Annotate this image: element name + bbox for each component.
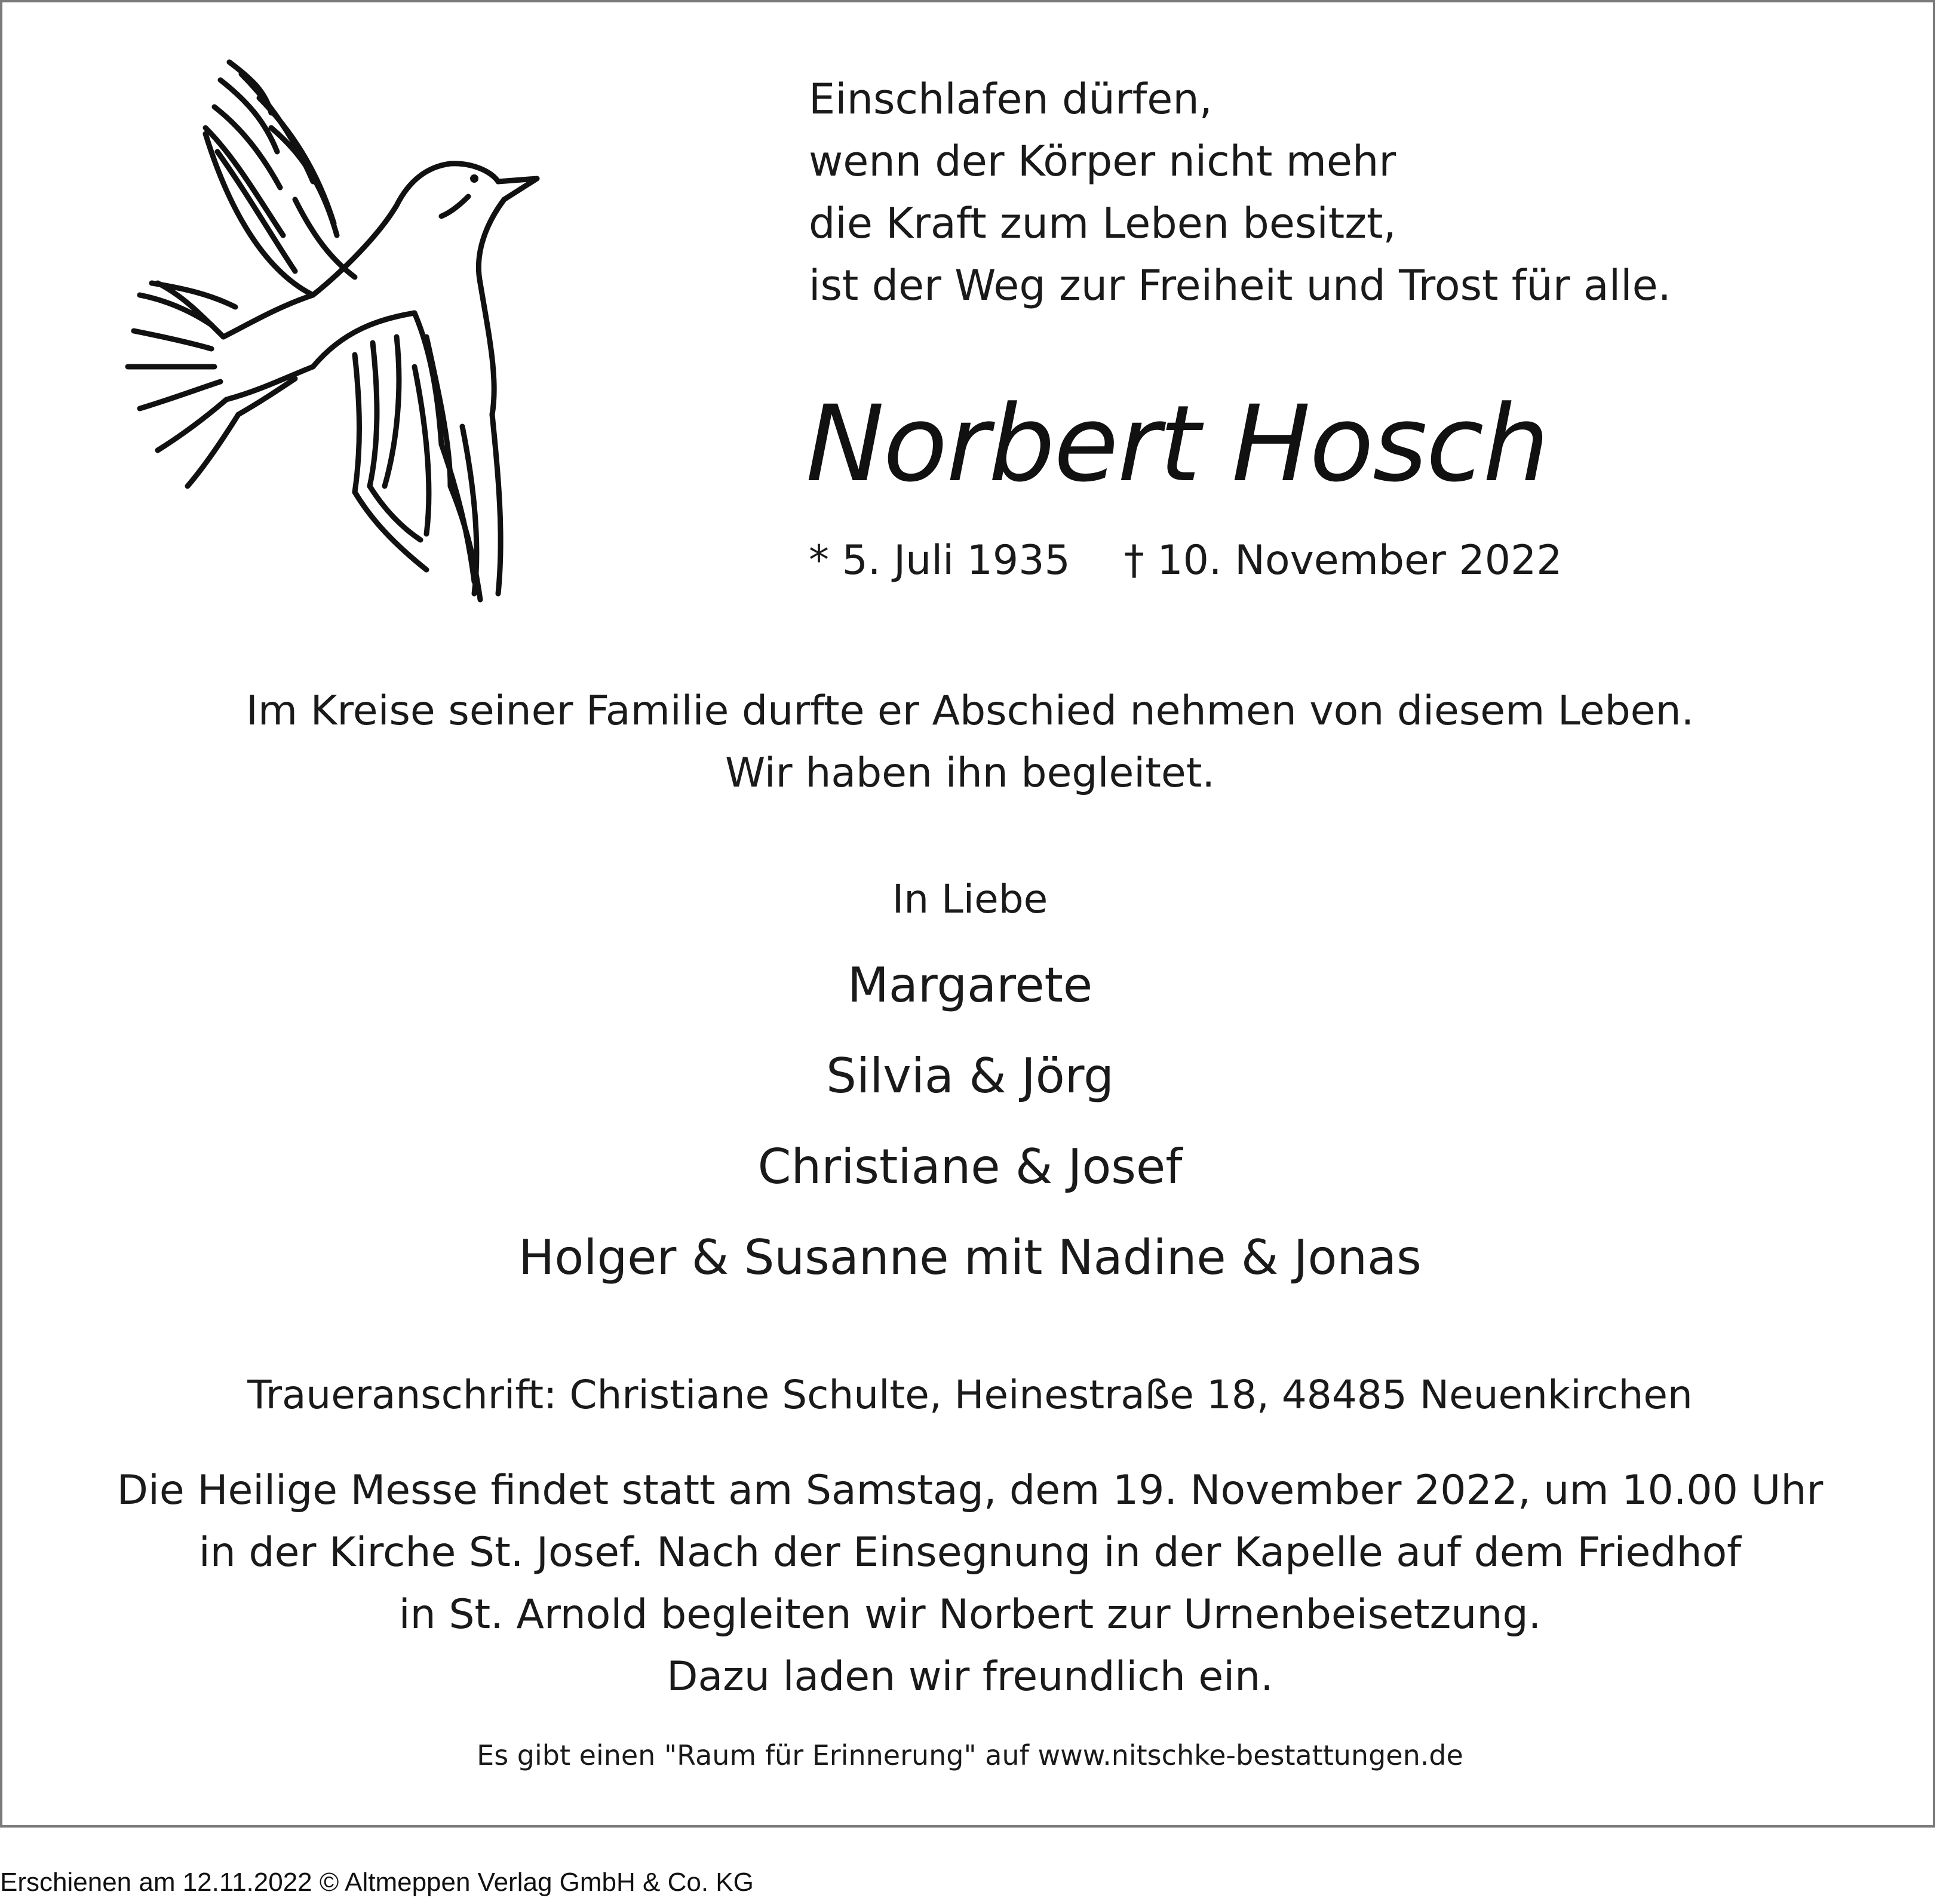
mass-line: in St. Arnold begleiten wir Norbert zur Urnenbeisetzung. [398, 1591, 1542, 1638]
publication-footer: Erschienen am 12.11.2022 © Altmeppen Verlag GmbH & Co. KG [0, 1868, 754, 1897]
farewell-line: Wir haben ihn begleitet. [725, 750, 1215, 797]
death-date: † 10. November 2022 [1124, 537, 1563, 584]
farewell-line: Im Kreise seiner Familie durfte er Abschied nehmen von diesem Leben. [245, 687, 1695, 735]
mourner-names [2, 940, 1938, 1303]
in-love-heading: In Liebe [892, 876, 1048, 922]
mourning-address: Traueranschrift: Christiane Schulte, Heinestraße 18, 48485 Neuenkirchen [247, 1372, 1693, 1418]
dove-icon [116, 56, 552, 612]
memory-room-note: Es gibt einen "Raum für Erinnerung" auf www.nitschke-bestattungen.de [477, 1739, 1463, 1771]
mourner-name: Silvia & Jörg [826, 1048, 1114, 1104]
mass-line: in der Kirche St. Josef. Nach der Einsegnung in der Kapelle auf dem Friedhof [198, 1529, 1742, 1576]
birth-date: * 5. Juli 1935 [809, 537, 1070, 584]
deceased-name: Norbert Hosch [806, 383, 1549, 505]
mourner-name: Margarete [847, 957, 1093, 1013]
mourner-name: Christiane & Josef [757, 1139, 1183, 1194]
farewell-text [2, 680, 1938, 804]
mass-announcement [2, 1460, 1938, 1708]
motto-line: Einschlafen dürfen, [809, 75, 1212, 124]
motto-poem [809, 68, 1671, 317]
mass-line: Die Heilige Messe findet statt am Samstag, dem 19. November 2022, um 10.00 Uhr [116, 1467, 1824, 1514]
life-dates [809, 534, 1563, 588]
motto-line: die Kraft zum Leben besitzt, [809, 199, 1396, 248]
motto-line: ist der Weg zur Freiheit und Trost für alle. [809, 261, 1671, 310]
motto-line: wenn der Körper nicht mehr [809, 137, 1396, 186]
mourner-name: Holger & Susanne mit Nadine & Jonas [518, 1230, 1422, 1285]
mass-line: Dazu laden wir freundlich ein. [667, 1653, 1273, 1700]
